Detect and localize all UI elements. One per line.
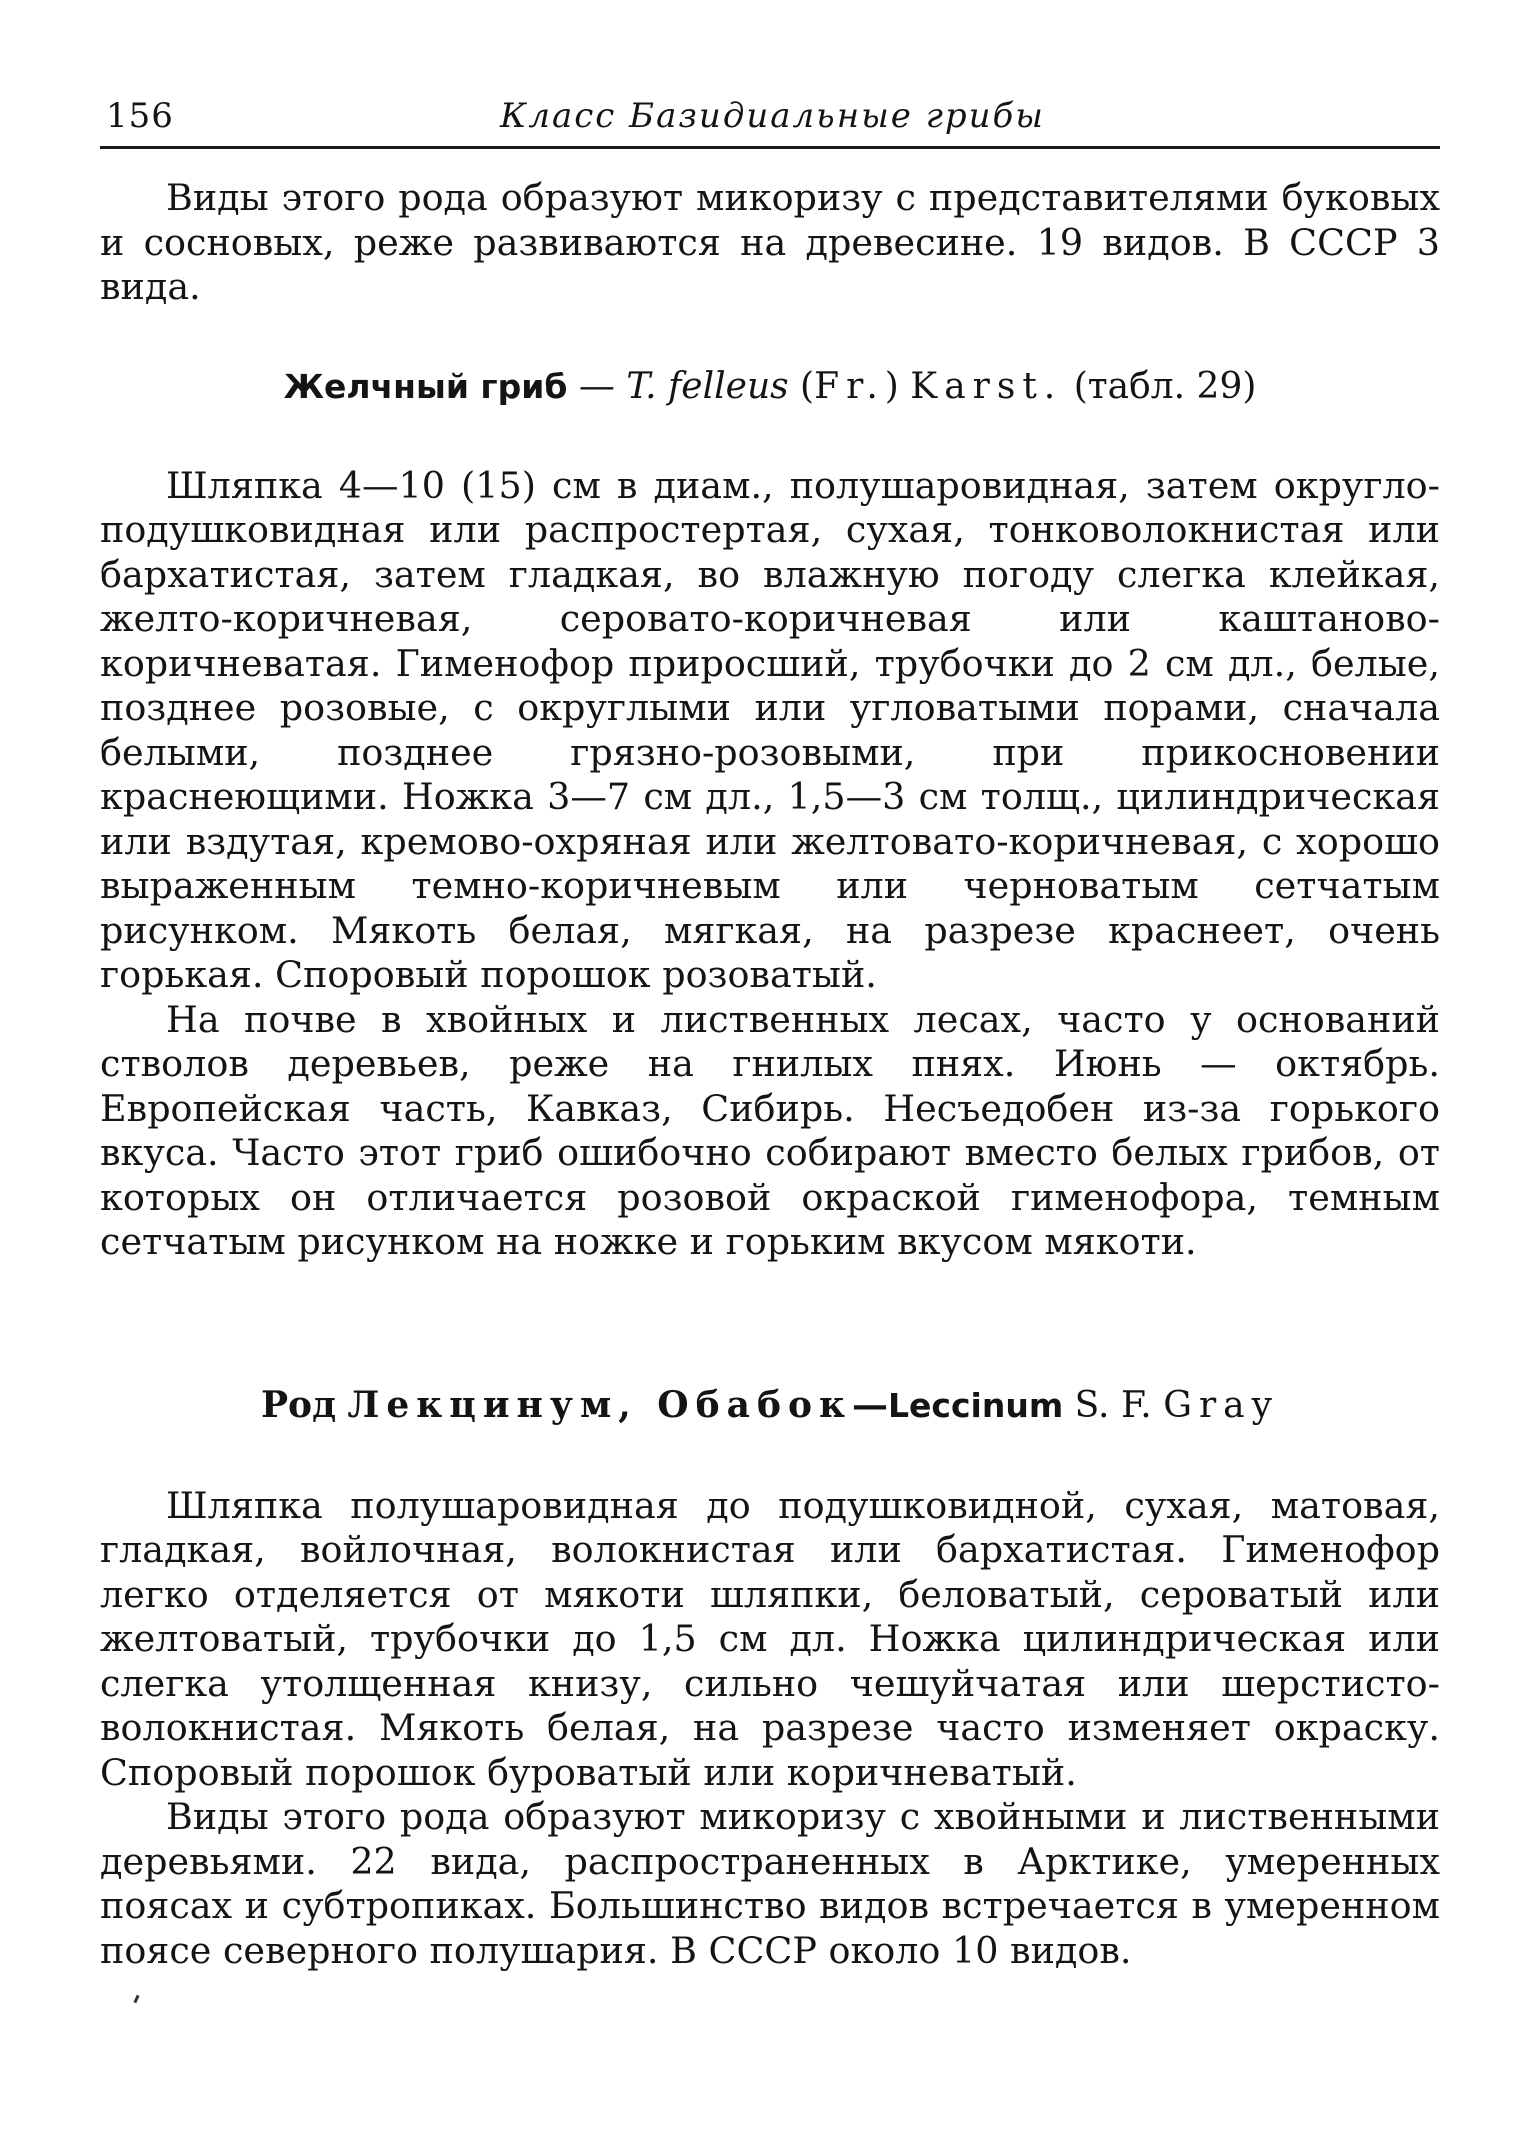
species-author-1: Fr. [814, 365, 885, 407]
running-title: Класс Базидиальные грибы [500, 96, 1046, 136]
genus-name-ru: Лекцинум, Обабок [347, 1383, 852, 1426]
genus-description: Шляпка полушаровидная до подушковидной, сухая, матовая, гладкая, войлочная, волокнистая или бархатистая. Гименофор легко отделяется от мякоти шляпки, беловатый, сероватый или желтоватый, трубочки до 1,5 см дл. Ножка цилиндрическая или слегка утолщенная книзу, сильно чешуйчатая или шерстисто-волокнистая. Мякоть белая, на разрезе часто изменяет окраску. Споровый порошок буроватый или коричневатый. [100, 1483, 1440, 1794]
genus-prefix: Род [260, 1383, 337, 1426]
species-author-2: Karst. [910, 365, 1063, 407]
species-dash: — [567, 365, 627, 407]
genus-heading [100, 1383, 1440, 1428]
species-description: Шляпка 4—10 (15) см в диам., полушаровидная, затем округло-подушковидная или распростертая, сухая, тонковолокнистая или бархатистая, затем гладкая, во влажную погоду слегка клейкая, желто-коричневая, серовато-коричневая или каштаново-коричневатая. Гименофор приросший, трубочки до 2 см дл., белые, позднее розовые, с округлыми или угловатыми порами, сначала белыми, позднее грязно-розовыми, при прикосновении краснеющими. Ножка 3—7 см дл., 1,5—3 см толщ., цилиндрическая или вздутая, кремово-охряная или желтовато-коричневая, с хорошо выраженным темно-коричневым или черноватым сетчатым рисунком. Мякоть белая, мягкая, на разрезе краснеет, очень горькая. Споровый порошок розоватый. [100, 463, 1440, 996]
intro-paragraph: Виды этого рода образуют микоризу с представителями буковых и сосновых, реже развиваются на древесине. 19 видов. В СССР 3 вида. [100, 176, 1440, 308]
species-common-name: Желчный гриб [283, 366, 568, 406]
species-habitat: На почве в хвойных и лиственных лесах, часто у оснований стволов деревьев, реже на гнилых пнях. Июнь — октябрь. Европейская часть, Кавказ, Сибирь. Несъедобен из-за горького вкуса. Часто этот гриб ошибочно собирают вместо белых грибов, от которых он отличается розовой окраской гименофора, темным сетчатым рисунком на ножке и горьким вкусом мякоти. [100, 997, 1440, 1263]
species-epithet: felleus [667, 365, 789, 407]
species-plate-ref: (табл. 29) [1073, 365, 1257, 407]
genus-author-name: Gray [1163, 1384, 1279, 1426]
genus-author-initials: S. F. [1074, 1384, 1152, 1426]
species-heading: Желчный гриб — T. felleus (Fr.) Karst. (табл. 29) [283, 365, 1257, 407]
genus-name-lat: Leccinum [888, 1385, 1064, 1425]
genus-dash: — [852, 1383, 888, 1426]
page-body [100, 176, 1440, 1973]
species-genus-abbrev: T. [626, 365, 657, 407]
scan-speck [133, 1995, 139, 2004]
page-header [100, 92, 1440, 144]
page-number: 156 [106, 96, 174, 136]
genus-ecology: Виды этого рода образуют микоризу с хвойными и лиственными деревьями. 22 вида, распространенных в Арктике, умеренных поясах и субтропиках. Большинство видов встречается в умеренном поясе северного полушария. В СССР около 10 видов. [100, 1795, 1440, 1972]
header-rule [100, 146, 1440, 149]
